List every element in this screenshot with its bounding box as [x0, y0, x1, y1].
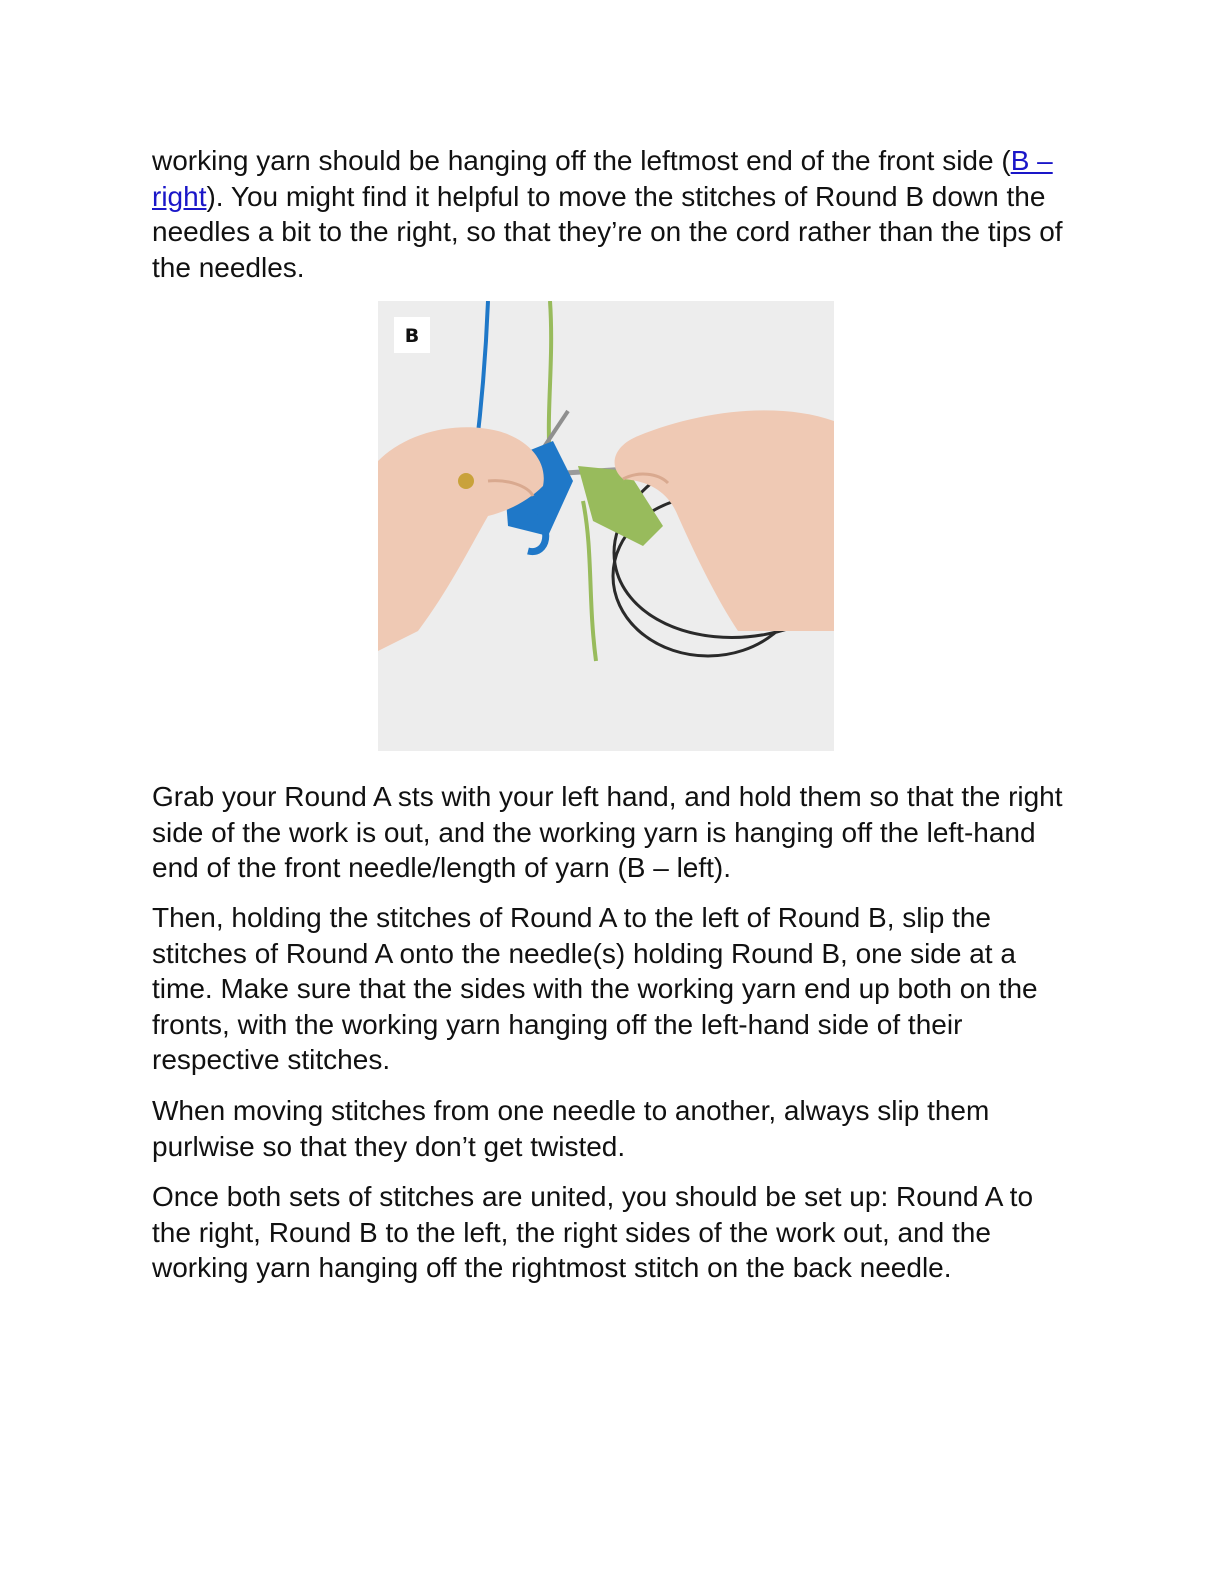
- knitting-photo-b: [378, 301, 834, 751]
- paragraph-4: When moving stitches from one needle to another, always slip them purlwise so that they don’t get twisted.: [152, 1095, 990, 1162]
- paragraph-2: Grab your Round A sts with your left hand, and hold them so that the right side of the work is out, and the working yarn is hanging off the left-hand end of the front needle/length of yarn (B – left).: [152, 781, 1063, 883]
- step-label: B: [404, 325, 420, 347]
- paragraph-1: [152, 143, 1072, 285]
- paragraph-1-text-start: working yarn should be hanging off the leftmost end of the front side (: [152, 145, 1011, 176]
- paragraph-1-text-end: ). You might find it helpful to move the stitches of Round B down the needles a bit to the right, so that they’re on the cord rather than the tips of the needles.: [152, 180, 1063, 283]
- b-right-link[interactable]: B – right: [152, 145, 1053, 212]
- paragraph-3: Then, holding the stitches of Round A to the left of Round B, slip the stitches of Round A onto the needle(s) holding Round B, one side at a time. Make sure that the sides with the working yarn end up both on the fronts, with the working yarn hanging off the left-hand side of their respective stitches.: [152, 902, 1038, 1075]
- paragraph-5: Once both sets of stitches are united, you should be set up: Round A to the right, Round B to the left, the right sides of the work out, and the working yarn hanging off the rightmost stitch on the back needle.: [152, 1181, 1034, 1283]
